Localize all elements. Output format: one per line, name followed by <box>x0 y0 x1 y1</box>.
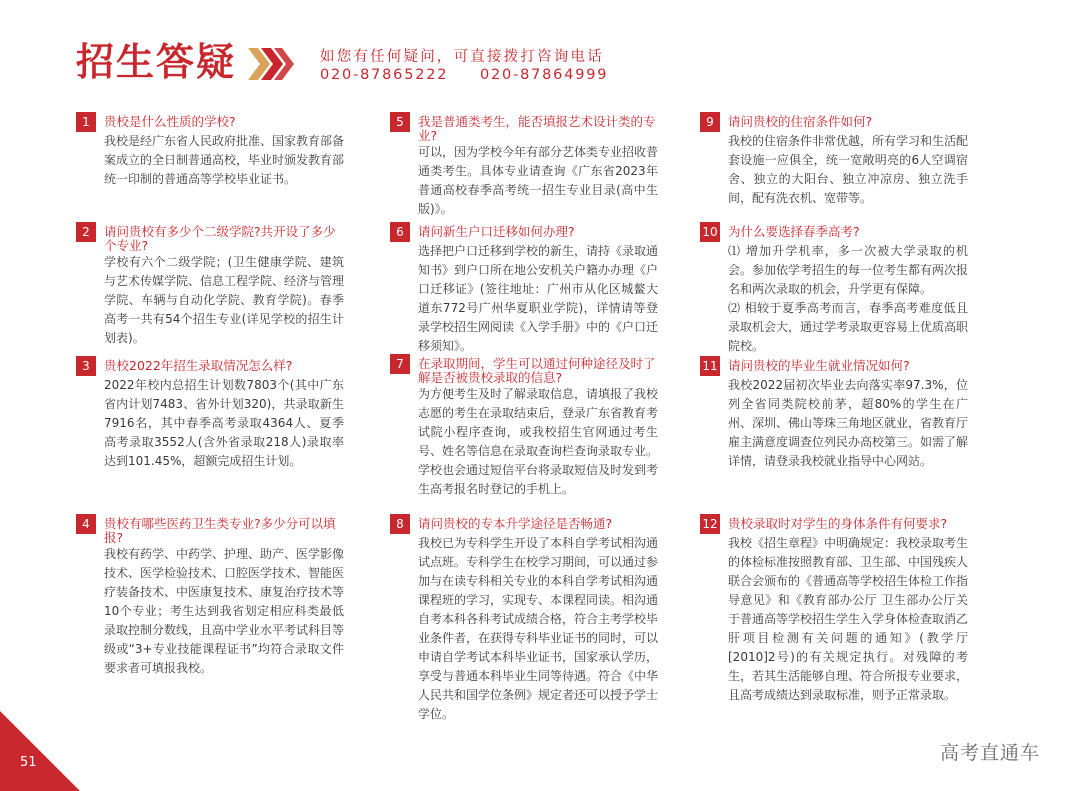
question <box>700 356 968 376</box>
qa-item-3 <box>76 356 344 471</box>
answer-paragraph: 我校是经广东省人民政府批准、国家教育部备案成立的全日制普通高校，毕业时颁发教育部统一印制的普通高等学校毕业证书。 <box>104 134 345 186</box>
header <box>0 0 1080 100</box>
answer-paragraph: 可以，因为学校今年有部分艺体类专业招收普通类考生。具体专业请查询《广东省2023年普通高校春季高考统一招生专业目录(高中生版)》。 <box>418 145 659 216</box>
qa-item-2 <box>76 222 344 348</box>
chevron-arrows-icon <box>248 44 294 84</box>
answer <box>418 534 658 724</box>
question-text: 请问新生户口迁移如何办理? <box>418 224 575 239</box>
question <box>390 354 658 385</box>
question-number: 1 <box>76 112 96 132</box>
answer-paragraph: 为方便考生及时了解录取信息，请填报了我校志愿的考生在录取结束后，登录广东省教育考试院小程序查询，或我校招生官网通过考生号、姓名等信息在录取查询栏查询录取专业。学校也会通过短信平台将录取短信及时发到考生高考报名时登记的手机上。 <box>418 387 659 496</box>
answer <box>418 242 658 356</box>
answer-paragraph: 选择把户口迁移到学校的新生，请持《录取通知书》到户口所在地公安机关户籍办办理《户口迁移证》(签往地址：广州市从化区城鳌大道东772号广州华夏职业学院)，详情请等登录学校招生网阅读《入学手册》中的《户口迁移须知》。 <box>418 244 659 353</box>
question <box>390 222 658 242</box>
question <box>76 514 344 545</box>
answer-paragraph: ⑴ 增加升学机率，多一次被大学录取的机会。参加依学考招生的每一位考生都有两次报名和两次录取的机会，升学更有保障。 <box>728 244 969 296</box>
question-number: 9 <box>700 112 720 132</box>
qa-item-8 <box>390 514 658 724</box>
answer <box>418 385 658 499</box>
answer-paragraph: 我校有药学、中药学、护理、助产、医学影像技术、医学检验技术、口腔医学技术、智能医疗装备技术、中医康复技术、康复治疗技术等10个专业；考生达到我省划定相应科类最低录取控制分数线，且高中学业水平考试科目等级或“3+专业技能课程证书”均符合录取文件要求者可填报我校。 <box>104 547 345 675</box>
answer <box>104 545 344 678</box>
answer <box>104 253 344 348</box>
question-text: 我是普通类考生，能否填报艺术设计类的专业? <box>418 114 656 143</box>
question-text: 贵校录取时对学生的身体条件有何要求? <box>728 516 948 531</box>
question-text: 请问贵校有多少个二级学院?共开设了多少个专业? <box>104 224 336 253</box>
question-number: 12 <box>700 514 720 534</box>
qa-item-9 <box>700 112 968 208</box>
answer <box>728 242 968 356</box>
question <box>700 112 968 132</box>
question-number: 11 <box>700 356 720 376</box>
phone-1: 020-87865222 <box>320 67 449 83</box>
qa-item-12 <box>700 514 968 705</box>
question <box>76 112 344 132</box>
question-text: 贵校是什么性质的学校? <box>104 114 236 129</box>
qa-item-5 <box>390 112 658 219</box>
qa-item-4 <box>76 514 344 678</box>
question-number: 2 <box>76 222 96 242</box>
page-number: 51 <box>20 755 37 770</box>
answer <box>104 376 344 471</box>
question <box>390 514 658 534</box>
answer-paragraph: 我校2022届初次毕业去向落实率97.3%，位列全省同类院校前茅，超80%的学生在广州、深圳、佛山等珠三角地区就业，省教育厅雇主满意度调查位列民办高校第三。如需了解详情，请登录我校就业指导中心网站。 <box>728 378 969 468</box>
question-number: 4 <box>76 514 96 534</box>
answer-paragraph: 我校《招生章程》中明确规定：我校录取考生的体检标准按照教育部、卫生部、中国残疾人联合会颁布的《普通高等学校招生体检工作指导意见》和《教育部办公厅 卫生部办公厅关于普通高等学校招生学生入学身体检查取消乙肝项目检测有关问题的通知》(教学厅[2010]2号)的有关规定执行。对残障的考生，若其生活能够自理、符合所报专业要求，且高考成绩达到录取标准，则予正常录取。 <box>728 536 969 702</box>
answer-paragraph: 我校已为专科学生开设了本科自学考试相沟通试点班。专科学生在校学习期间，可以通过参加与在读专科相关专业的本科自学考试相沟通课程班的学习，实现专、本课程同读。相沟通自考本科各科考试成绩合格，符合主考学校毕业条件者，在获得专科毕业证书的同时，可以申请自学考试本科毕业证书，国家承认学历，享受与普通本科毕业生同等待遇。符合《中华人民共和国学位条例》规定者还可以授予学士学位。 <box>418 536 659 721</box>
question <box>700 514 968 534</box>
answer-paragraph: 2022年校内总招生计划数7803个(其中广东省内计划7483、省外计划320)，共录取新生7916名，其中春季高考录取4364人、夏季高考录取3552人(含外省录取218人)录取率达到101.45%，超额完成招生计划。 <box>104 378 344 468</box>
question-text: 在录取期间，学生可以通过何种途径及时了解是否被贵校录取的信息? <box>418 356 656 385</box>
answer-paragraph: ⑵ 相较于夏季高考而言，春季高考难度低且录取机会大，通过学考录取更容易上优质高职院校。 <box>728 301 969 353</box>
qa-item-1 <box>76 112 344 189</box>
question <box>76 222 344 253</box>
question-text: 请问贵校的住宿条件如何? <box>728 114 873 129</box>
qa-item-10 <box>700 222 968 356</box>
answer <box>418 143 658 219</box>
question-number: 3 <box>76 356 96 376</box>
watermark: 高考直通车 <box>940 742 1041 764</box>
answer-paragraph: 我校的住宿条件非常优越，所有学习和生活配套设施一应俱全，统一宽敞明亮的6人空调宿舍、独立的大阳台、独立冲凉房、独立洗手间，配有洗衣机、宽带等。 <box>728 134 969 205</box>
qa-item-6 <box>390 222 658 356</box>
contact-text: 如您有任何疑问，可直接拨打咨询电话 <box>320 49 604 65</box>
answer-paragraph: 学校有六个二级学院；(卫生健康学院、建筑与艺术传媒学院、信息工程学院、经济与管理学院、车辆与自动化学院、教育学院)。春季高考一共有54个招生专业(详见学校的招生计划表)。 <box>104 255 345 345</box>
phone-numbers <box>320 66 608 84</box>
answer <box>104 132 344 189</box>
answer <box>728 132 968 208</box>
corner-triangle-decoration <box>0 711 80 791</box>
answer <box>728 534 968 705</box>
question-number: 8 <box>390 514 410 534</box>
contact-info <box>320 48 608 84</box>
question <box>700 222 968 242</box>
qa-item-7 <box>390 354 658 499</box>
phone-2: 020-87864999 <box>480 67 609 83</box>
question-text: 贵校有哪些医药卫生类专业?多少分可以填报? <box>104 516 336 545</box>
question-text: 请问贵校的毕业生就业情况如何? <box>728 358 910 373</box>
question <box>390 112 658 143</box>
question-number: 5 <box>390 112 410 132</box>
question-text: 为什么要选择春季高考? <box>728 224 860 239</box>
question <box>76 356 344 376</box>
question-number: 7 <box>390 354 410 374</box>
qa-item-11 <box>700 356 968 471</box>
question-number: 6 <box>390 222 410 242</box>
question-text: 请问贵校的专本升学途径是否畅通? <box>418 516 613 531</box>
question-number: 10 <box>700 222 720 242</box>
answer <box>728 376 968 471</box>
page-title: 招生答疑 <box>76 40 237 84</box>
question-text: 贵校2022年招生录取情况怎么样? <box>104 358 293 373</box>
